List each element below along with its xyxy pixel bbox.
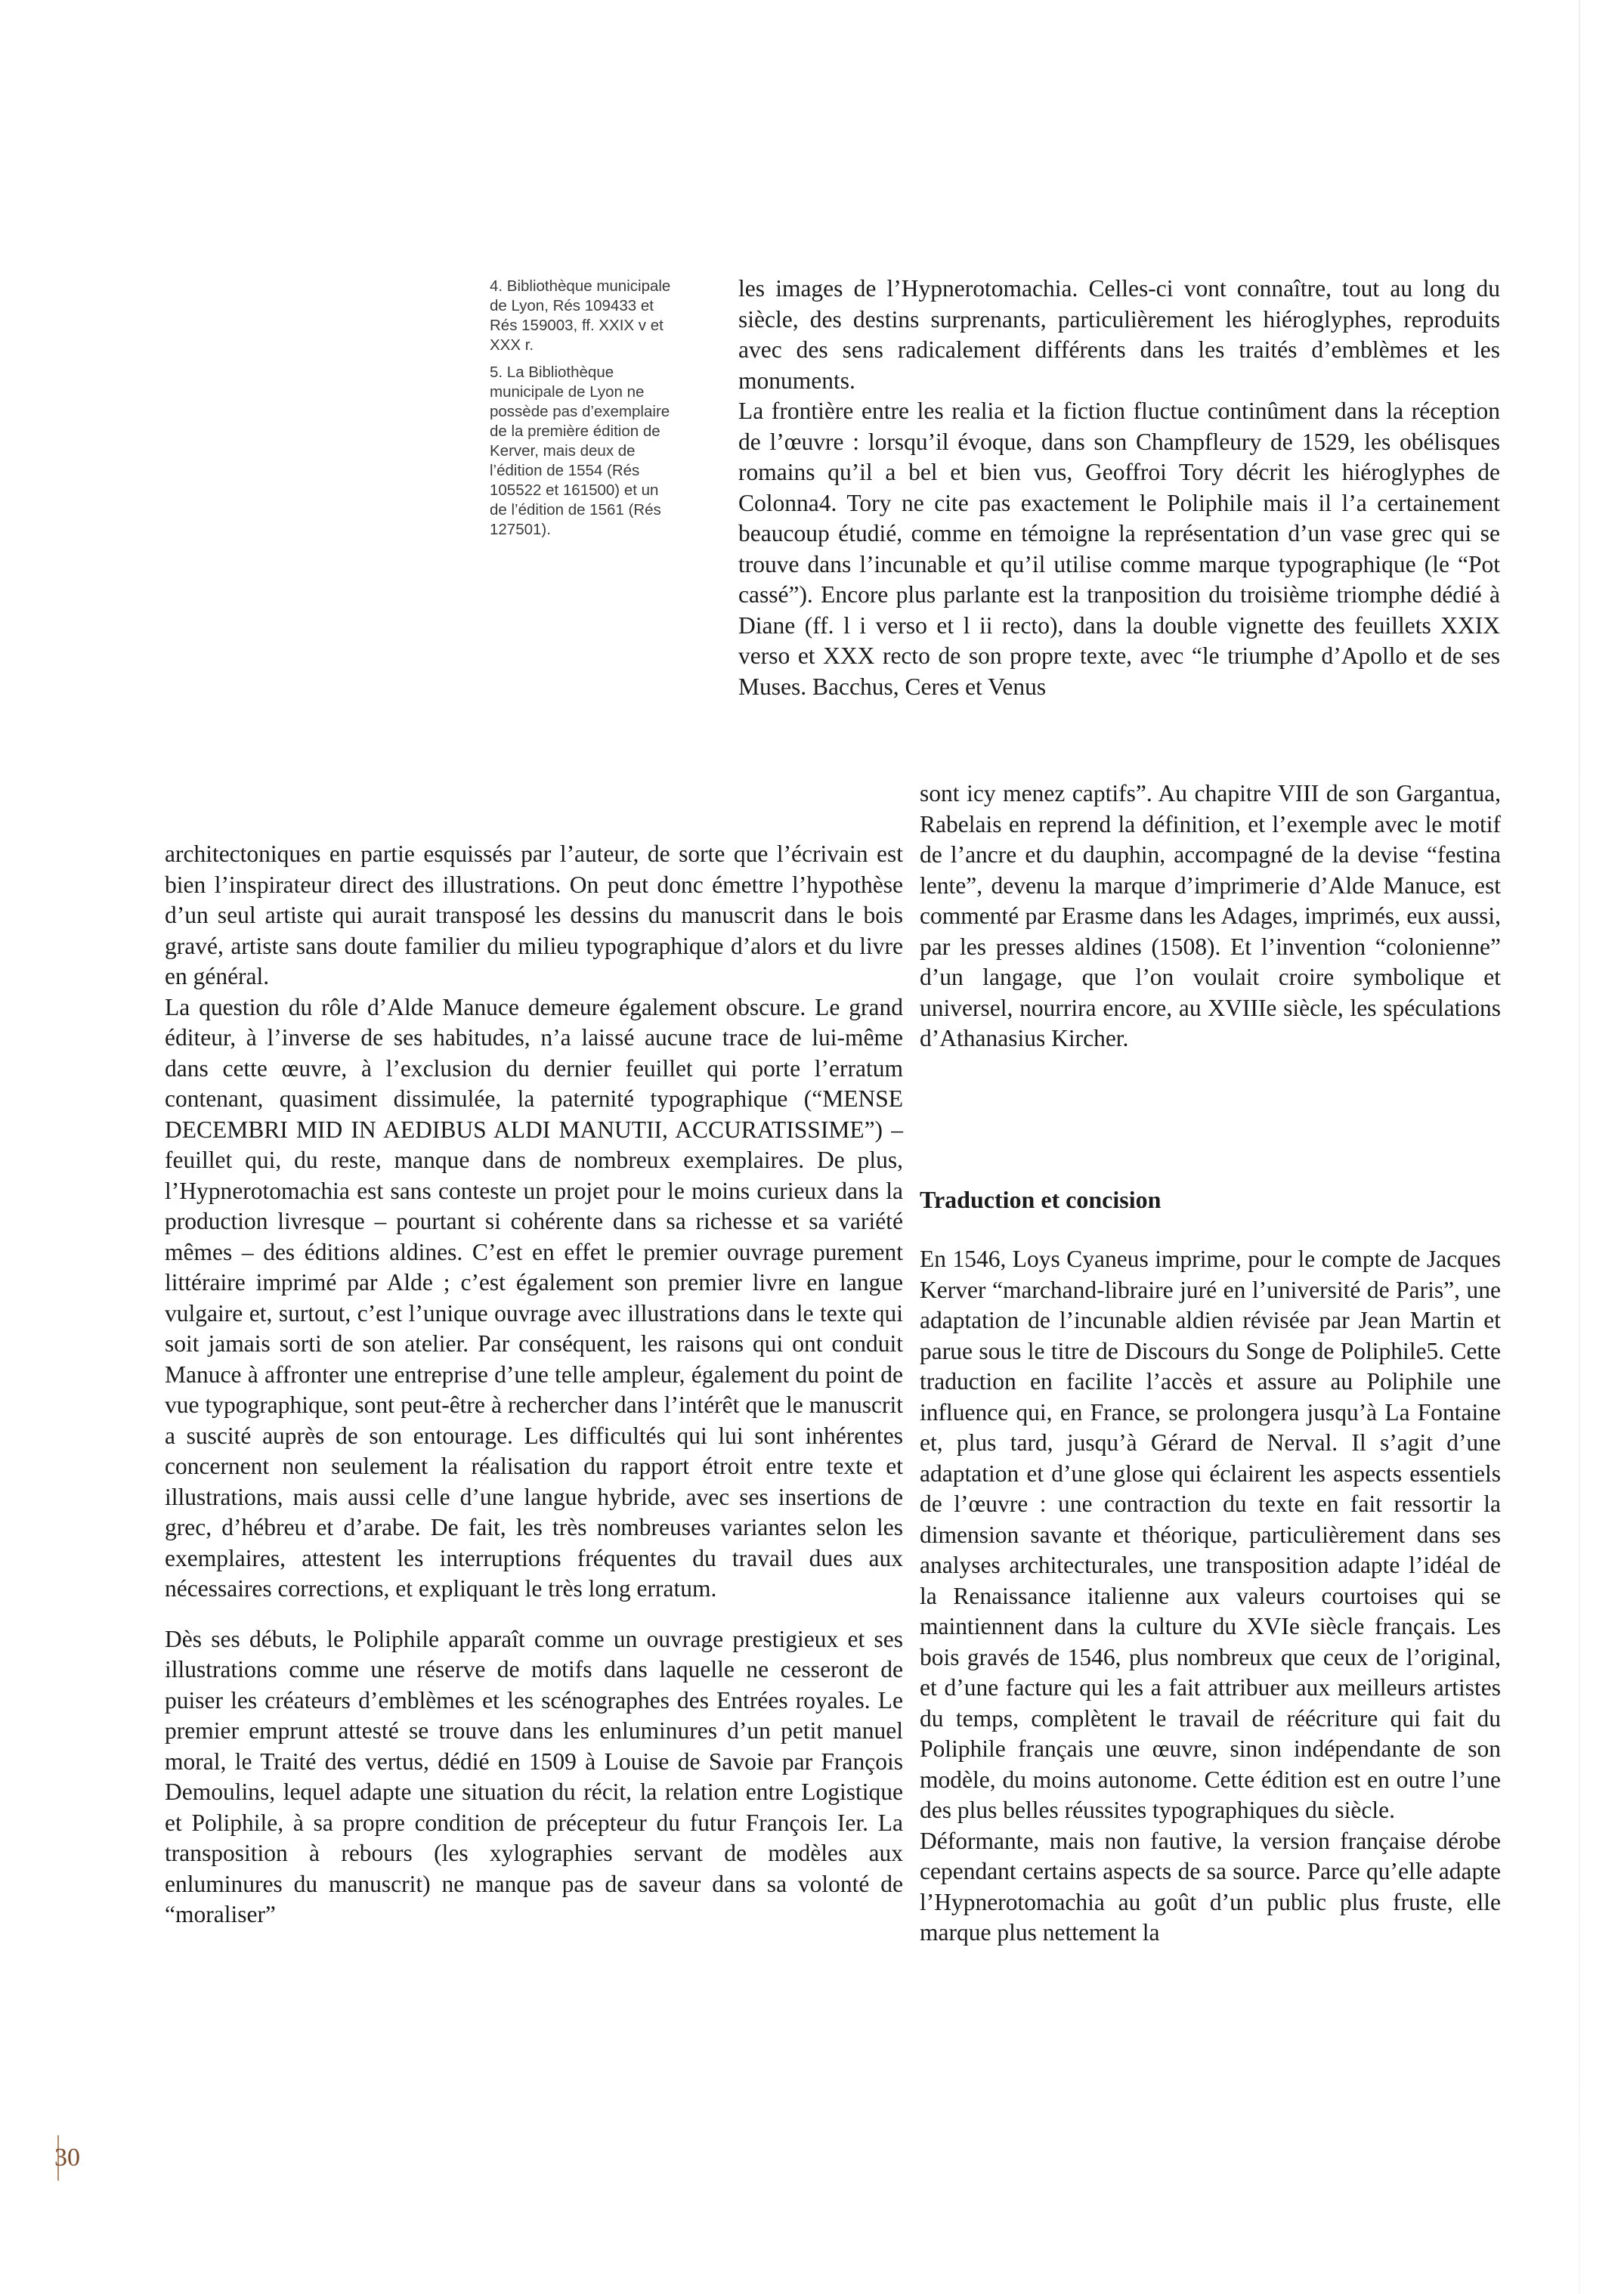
paragraph: Déformante, mais non fautive, la version française dérobe cependant certains aspects de sa source. Parce qu’elle adapte l’Hypnerotomachia au goût d’un public plus fruste, elle marque plus nettement la <box>920 1827 1501 1946</box>
paragraph: En 1546, Loys Cyaneus imprime, pour le compte de Jacques Kerver “marchand-libraire juré en l’université de Paris”, une adaptation de l’incunable aldien révisée par Jean Martin et parue sous le titre de Discours du Songe de Poliphile5. Cette traduction en facilite l’accès et assure au Poliphile une influence qui, en France, se prolongera jusqu’à La Fontaine et, plus tard, jusqu’à Gérard de Nerval. Il s’agit d’une adaptation et d’une glose qui éclairent les aspects essentiels de l’œuvre : une contraction du texte en fait ressortir la dimension savante et théorique, particulièrement dans ses analyses architecturales, une transposition adapte l’idéal de la Renaissance italienne aux valeurs courtoises qui se maintiennent dans la culture du XVIe siècle français. Les bois gravés de 1546, plus nombreux que ceux de l’original, et d’une facture qui les a fait attribuer aux meilleurs artistes du temps, complètent le travail de réécriture qui fait du Poliphile français une œuvre, sinon indépendante de son modèle, du moins autonome. Cette édition est en outre l’une des plus belles réussites typographiques du siècle. <box>920 1246 1501 1823</box>
text-column-top <box>738 274 1500 702</box>
margin-notes <box>490 277 679 547</box>
footnote-4: 4. Bibliothèque municipale de Lyon, Rés 109433 et Rés 159003, ff. XXIX v et XXX r. <box>490 277 671 354</box>
paragraph: architectoniques en partie esquissés par l’auteur, de sorte que l’écrivain est bien l’inspirateur direct des illustrations. On peut donc émettre l’hypothèse d’un seul artiste qui aurait transposé les dessins du manuscrit dans le bois gravé, artiste sans doute familier du milieu typographique d’alors et du livre en général. <box>165 841 903 989</box>
paragraph: les images de l’Hypnerotomachia. Celles-ci vont connaître, tout au long du siècle, des destins surprenants, particulièrement les hiéroglyphes, reproduits avec des sens radicalement différents dans les traités d’emblèmes et les monuments. <box>738 275 1500 394</box>
text-column-right-lower <box>920 1244 1501 1949</box>
text-column-right <box>920 779 1501 1054</box>
paragraph: La frontière entre les realia et la fiction fluctue continûment dans la réception de l’œuvre : lorsqu’il évoque, dans son Champfleury de 1529, les obélisques romains qu’il a bel et bien vus, Geoffroi Tory décrit les hiéroglyphes de Colonna4. Tory ne cite pas exactement le Poliphile mais il l’a certainement beaucoup étudié, comme en témoigne la représentation d’un vase grec qui se trouve dans l’incunable et qu’il utilise comme marque typographique (le “Pot cassé”). Encore plus parlante est la tranposition du troisième triomphe dédié à Diane (ff. l i verso et l ii recto), dans la double vignette des feuillets XXIX verso et XXX recto de son propre texte, avec “le triumphe d’Apollo et de ses Muses. Bacchus, Ceres et Venus <box>738 398 1500 700</box>
paragraph: Dès ses débuts, le Poliphile apparaît comme un ouvrage prestigieux et ses illustrations comme une réserve de motifs dans laquelle ne cesseront de puiser les créateurs d’emblèmes et les scénographes des Entrées royales. Le premier emprunt attesté se trouve dans les enluminures d’un petit manuel moral, le Traité des vertus, dédié en 1509 à Louise de Savoie par François Demoulins, lequel adapte une situation du récit, la relation entre Logistique et Poliphile, à sa propre condition de précepteur du futur François Ier. La transposition à rebours (les xylographies servant de modèles aux enluminures du manuscrit) ne manque pas de saveur dans sa volonté de “moraliser” <box>165 1625 903 1927</box>
section-heading: Traduction et concision <box>920 1186 1162 1213</box>
footnote-5: 5. La Bibliothèque municipale de Lyon ne possède pas d’exemplaire de la première édition de Kerver, mais deux de l’édition de 1554 (Rés 105522 et 161500) et un de l’édition de 1561 (Rés 127501). <box>490 364 670 538</box>
page-edge <box>1579 0 1580 2294</box>
paragraph: sont icy menez captifs”. Au chapitre VIII de son Gargantua, Rabelais en reprend la définition, et l’exemple avec le motif de l’ancre et du dauphin, accompagné de la devise “festina lente”, devenu la marque d’imprimerie d’Alde Manuce, est commenté par Erasme dans les Adages, imprimés, eux aussi, par les presses aldines (1508). Et l’invention “colonienne” d’un langage, que l’on voulait croire symbolique et universel, nourrira encore, au XVIIIe siècle, les spéculations d’Athanasius Kircher. <box>920 780 1501 1051</box>
text-column-left <box>165 839 903 1930</box>
paragraph: La question du rôle d’Alde Manuce demeure également obscure. Le grand éditeur, à l’inverse de ses habitudes, n’a laissé aucune trace de lui-même dans cette œuvre, à l’exclusion du dernier feuillet qui porte l’erratum contenant, quasiment dissimulée, la paternité typographique (“MENSE DECEMBRI MID IN AEDIBUS ALDI MANUTII, ACCURATISSIME”) – feuillet qui, du reste, manque dans de nombreux exemplaires. De plus, l’Hypnerotomachia est sans conteste un projet pour le moins curieux dans la production livresque – pourtant si cohérente dans sa richesse et sa variété mêmes – des éditions aldines. C’est en effet le premier ouvrage purement littéraire imprimé par Alde ; c’est également son premier livre en langue vulgaire et, surtout, c’est l’unique ouvrage avec illustrations dans le texte qui soit jamais sorti de son atelier. Par conséquent, les raisons qui ont conduit Manuce à affronter une entreprise d’une telle ampleur, également du point de vue typographique, sont peut-être à rechercher dans l’intérêt que le manuscrit a suscité auprès de son entourage. Les difficultés qui lui sont inhérentes concernent non seulement la réalisation du rapport étroit entre texte et illustrations, mais aussi celle d’une langue hybride, avec ses insertions de grec, d’hébreu et d’arabe. De fait, les très nombreuses variantes selon les exemplaires, attestent les interruptions fréquentes du travail dues aux nécessaires corrections, et expliquant le très long erratum. <box>165 993 903 1602</box>
page-number: 30 <box>54 2144 80 2172</box>
